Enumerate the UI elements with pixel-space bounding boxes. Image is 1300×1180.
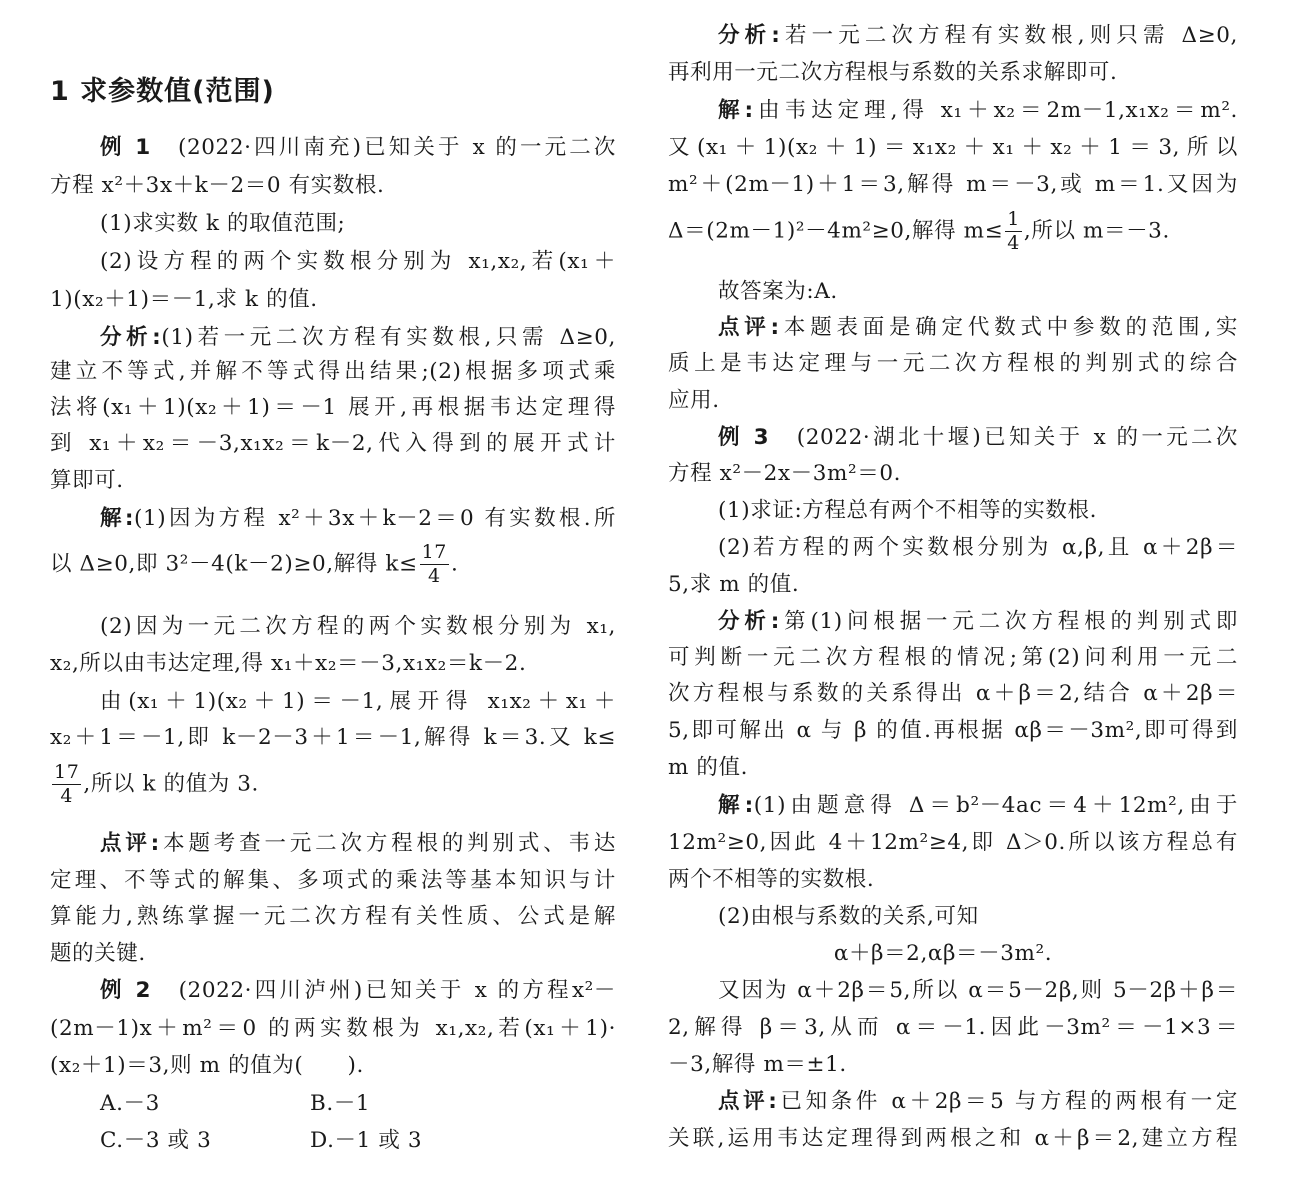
- example-3-question-2b: 5,求 m 的值.: [668, 572, 800, 597]
- example-3-solution-5-centered: α＋β＝2,αβ＝－3m².: [833, 941, 1053, 966]
- fraction: $\frac{1}{4}$: [1007, 208, 1020, 254]
- example-1-solution-6: x₂＋1＝－1,即 k－2－3＋1＝－1,解得 k＝3.又 k≤: [50, 725, 616, 750]
- example-3-solution-1: 解:(1)由题意得 Δ＝b²－4ac＝4＋12m²,由于: [718, 793, 1238, 818]
- example-1-question-2b: 1)(x₂＋1)＝－1,求 k 的值.: [50, 287, 318, 312]
- example-2-solution-2: 又(x₁＋1)(x₂＋1)＝x₁x₂＋x₁＋x₂＋1＝3,所以: [668, 135, 1238, 160]
- option-c: C.－3 或 3: [100, 1128, 212, 1153]
- review-label: 点评:: [718, 1089, 778, 1114]
- example-2-solution-1: 解:由韦达定理,得 x₁＋x₂＝2m－1,x₁x₂＝m².: [718, 98, 1238, 123]
- solution-label: 解:: [100, 506, 135, 531]
- example-1-solution-1: 解:(1)因为方程 x²＋3x＋k－2＝0 有实数根.所: [100, 506, 616, 531]
- analysis-label: 分析:: [718, 23, 781, 48]
- fraction: $\frac{17}{4}$: [54, 761, 80, 807]
- example-2-solution-3: m²＋(2m－1)＋1＝3,解得 m＝－3,或 m＝1.又因为: [668, 172, 1238, 197]
- example-3-solution-8: －3,解得 m＝±1.: [668, 1052, 847, 1077]
- example-1-solution-4: x₂,所以由韦达定理,得 x₁＋x₂＝－3,x₁x₂＝k－2.: [50, 651, 527, 676]
- example-1-analysis-2: 建立不等式,并解不等式得出结果;(2)根据多项式乘: [50, 359, 616, 384]
- example-1-line-2: 方程 x²＋3x＋k－2＝0 有实数根.: [50, 173, 385, 198]
- example-3-review-2: 关联,运用韦达定理得到两根之和 α＋β＝2,建立方程: [668, 1126, 1238, 1151]
- example-1-analysis-1: 分析:(1)若一元二次方程有实数根,只需 Δ≥0,: [100, 325, 616, 350]
- example-1-solution-3: (2)因为一元二次方程的两个实数根分别为 x₁,: [100, 614, 616, 639]
- example-3-question-1: (1)求证:方程总有两个不相等的实数根.: [718, 498, 1098, 523]
- solution-label: 解:: [718, 793, 754, 818]
- option-b: B.－1: [310, 1091, 371, 1116]
- example-3-solution-3: 两个不相等的实数根.: [668, 867, 875, 892]
- example-3-solution-6: 又因为 α＋2β＝5,所以 α＝5－2β,则 5－2β＋β＝: [718, 978, 1238, 1003]
- option-a: A.－3: [100, 1091, 160, 1116]
- example-1-question-1: (1)求实数 k 的取值范围;: [100, 211, 346, 236]
- example-3-review-1: 点评:已知条件 α＋2β＝5 与方程的两根有一定: [718, 1089, 1238, 1114]
- example-1-line-1: 例 1 (2022·四川南充)已知关于 x 的一元二次: [100, 135, 616, 160]
- example-3-line-1: 例 3 (2022·湖北十堰)已知关于 x 的一元二次: [718, 425, 1238, 450]
- example-3-analysis-2: 可判断一元二次方程根的情况;第(2)问利用一元二: [668, 645, 1238, 670]
- example-2-analysis-1: 分析:若一元二次方程有实数根,则只需 Δ≥0,: [718, 23, 1238, 48]
- review-label: 点评:: [100, 831, 160, 856]
- solution-label: 解:: [718, 98, 754, 123]
- example-1-review-2: 定理、不等式的解集、多项式的乘法等基本知识与计: [50, 868, 616, 893]
- example-1-review-4: 题的关键.: [50, 941, 146, 966]
- example-1-review-3: 算能力,熟练掌握一元二次方程有关性质、公式是解: [50, 904, 616, 929]
- example-3-label: 例 3: [718, 425, 770, 450]
- example-3-question-2a: (2)若方程的两个实数根分别为 α,β,且 α＋2β＝: [718, 535, 1238, 560]
- example-2-answer: 故答案为:A.: [718, 279, 838, 304]
- example-2-line-1: 例 2 (2022·四川泸州)已知关于 x 的方程x²－: [100, 978, 616, 1003]
- example-2-review-3: 应用.: [668, 388, 720, 413]
- example-3-solution-4: (2)由根与系数的关系,可知: [718, 904, 979, 929]
- example-1-label: 例 1: [100, 135, 151, 160]
- fraction: $\frac{17}{4}$: [421, 541, 447, 587]
- example-3-analysis-4: 5,即可解出 α 与 β 的值.再根据 αβ＝－3m²,即可得到: [668, 718, 1238, 743]
- example-1-analysis-4: 到 x₁＋x₂＝－3,x₁x₂＝k－2,代入得到的展开式计: [50, 431, 616, 456]
- option-d: D.－1 或 3: [310, 1128, 423, 1153]
- example-2-solution-4: Δ＝(2m－1)²－4m²≥0,解得 m≤ $\frac{1}{4}$ ,所以 m＝－3.: [668, 208, 1170, 254]
- example-3-analysis-3: 次方程根与系数的关系得出 α＋β＝2,结合 α＋2β＝: [668, 681, 1238, 706]
- example-3-analysis-5: m 的值.: [668, 755, 749, 780]
- example-3-analysis-1: 分析:第(1)问根据一元二次方程根的判别式即: [718, 609, 1238, 634]
- example-2-review-1: 点评:本题表面是确定代数式中参数的范围,实: [718, 315, 1238, 340]
- example-3-solution-2: 12m²≥0,因此 4＋12m²≥4,即 Δ＞0.所以该方程总有: [668, 830, 1238, 855]
- example-1-analysis-3: 法将(x₁＋1)(x₂＋1)＝－1 展开,再根据韦达定理得: [50, 395, 616, 420]
- example-1-solution-7: $\frac{17}{4}$ ,所以 k 的值为 3.: [54, 761, 259, 807]
- analysis-label: 分析:: [100, 325, 162, 350]
- example-2-label: 例 2: [100, 978, 152, 1003]
- review-label: 点评:: [718, 315, 780, 340]
- example-3-line-2: 方程 x²－2x－3m²＝0.: [668, 461, 902, 486]
- example-2-line-2: (2m－1)x＋m²＝0 的两实数根为 x₁,x₂,若(x₁＋1)·: [50, 1016, 616, 1041]
- example-1-solution-2: 以 Δ≥0,即 3²－4(k－2)≥0,解得 k≤ $\frac{17}{4}$ .: [50, 541, 459, 587]
- section-heading: 1 求参数值(范围): [50, 76, 275, 107]
- analysis-label: 分析:: [718, 609, 780, 634]
- example-1-solution-5: 由(x₁＋1)(x₂＋1)＝－1,展开得 x₁x₂＋x₁＋: [100, 689, 616, 714]
- example-2-review-2: 质上是韦达定理与一元二次方程根的判别式的综合: [668, 351, 1238, 376]
- example-1-review-1: 点评:本题考查一元二次方程根的判别式、韦达: [100, 831, 616, 856]
- example-1-question-2a: (2)设方程的两个实数根分别为 x₁,x₂,若(x₁＋: [100, 249, 616, 274]
- example-2-line-3: (x₂＋1)＝3,则 m 的值为( ).: [50, 1053, 364, 1078]
- example-3-solution-7: 2,解得 β＝3,从而 α＝－1.因此－3m²＝－1×3＝: [668, 1015, 1238, 1040]
- example-2-analysis-2: 再利用一元二次方程根与系数的关系求解即可.: [668, 60, 1118, 85]
- example-1-analysis-5: 算即可.: [50, 468, 124, 493]
